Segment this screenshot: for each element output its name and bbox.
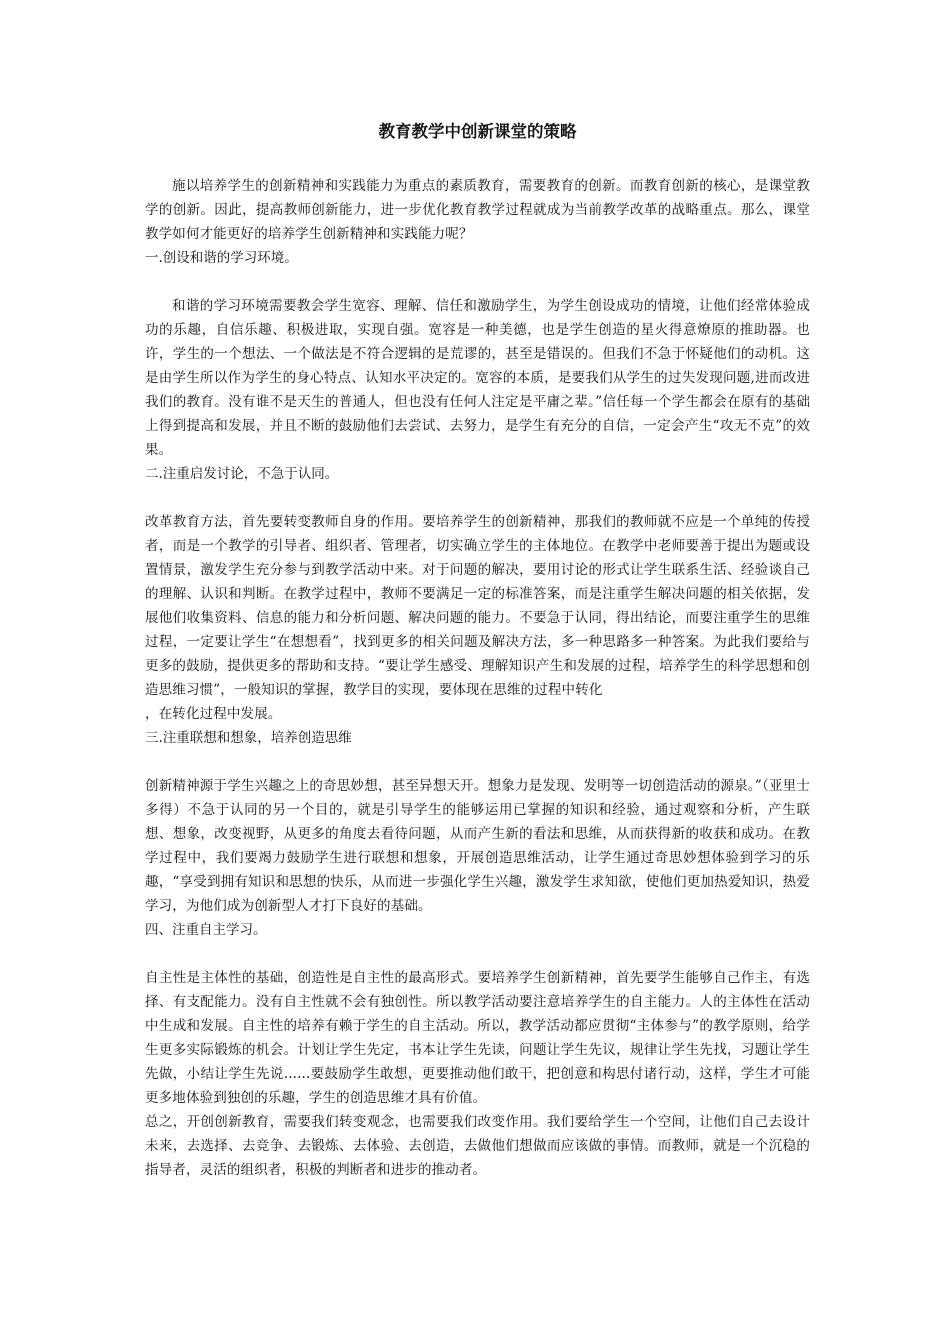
intro-paragraph: 施以培养学生的创新精神和实践能力为重点的素质教育，需要教育的创新。而教育创新的核心，是课堂教学的创新。因此，提高教师创新能力，进一步优化教育教学过程就成为当前教学改革的战略重点。那么，课堂教学如何才能更好的培养学生创新精神和实践能力呢？ [145, 178, 810, 242]
section-2-body-tail: ，在转化过程中发展。 [145, 706, 282, 722]
section-1-body: 和谐的学习环境需要教会学生宽容、理解、信任和激励学生，为学生创设成功的情境，让他们经常体验成功的乐趣，自信乐趣、积极进取，实现自强。宽容是一种美德，也是学生创造的星火得意燎原的推助器。也许，学生的一个想法、一个做法是不符合逻辑的是荒谬的，甚至是错误的。但我们不急于怀疑他们的动机。这是由学生所以作为学生的身心特点、认知水平决定的。宽容的本质，是要我们从学生的过失发现问题,进而改进我们的教育。没有谁不是天生的普通人，但也没有任何人注定是平庸之辈。”信任每一个学生都会在原有的基础上得到提高和发展，并且不断的鼓励他们去尝试、去努力，是学生有充分的自信，一定会产生“攻无不克”的效果。 [145, 298, 810, 458]
section-4-heading: 四、注重自主学习。 [145, 922, 267, 938]
spacer [145, 750, 810, 774]
document-title: 教育教学中创新课堂的策略 [378, 122, 577, 141]
section-2-heading: 二.注重启发讨论，不急于认同。 [145, 466, 339, 482]
section-4-body: 自主性是主体性的基础，创造性是自主性的最高形式。要培养学生创新精神，首先要学生能够自己作主，有选择、有支配能力。没有自主性就不会有独创性。所以教学活动要注意培养学生的自主能力。人的主体性在活动中生成和发展。自主性的培养有赖于学生的自主活动。所以，教学活动都应贯彻“主体参与”的教学原则，给学生更多实际锻炼的机会。计划让学生先定，书本让学生先读，问题让学生先议，规律让学生先找，习题让学生先做，小结让学生先说......要鼓励学生敢想，更要推动他们敢干，把创意和构思付诸行动，这样，学生才可能更多地体验到独创的乐趣，学生的创造思维才具有价值。 [145, 970, 810, 1106]
section-1-heading: 一.创设和谐的学习环境。 [145, 250, 298, 266]
conclusion-paragraph: 总之，开创创新教育，需要我们转变观念，也需要我们改变作用。我们要给学生一个空间，让他们自己去设计未来，去选择、去竞争、去锻炼、去体验、去创造，去做他们想做而应该做的事情。而教师，就是一个沉稳的指导者，灵活的组织者，积极的判断者和进步的推动者。 [145, 1114, 810, 1178]
section-2-body: 改革教育方法，首先要转变教师自身的作用。要培养学生的创新精神，那我们的教师就不应是一个单纯的传授者，而是一个教学的引导者、组织者、管理者，切实确立学生的主体地位。在教学中老师要善于提出为题或设置情景，激发学生充分参与到教学活动中来。对于问题的解决，要用讨论的形式让学生联系生活、经验谈自己的理解、认识和判断。在教学过程中，教师不要满足一定的标准答案，而是注重学生解决问题的相关依据，发展他们收集资料、信息的能力和分析问题、解决问题的能力。不要急于认同，得出结论，而要注重学生的思维过程，一定要让学生“在想想看”，找到更多的相关问题及解决方法，多一种思路多一种答案。为此我们要给与更多的鼓励，提供更多的帮助和支持。“要让学生感受、理解知识产生和发展的过程，培养学生的科学思想和创造思维习惯”，一般知识的掌握，教学目的实现，要体现在思维的过程中转化 [145, 514, 810, 698]
spacer [145, 486, 810, 510]
spacer [145, 942, 810, 966]
section-3-body: 创新精神源于学生兴趣之上的奇思妙想，甚至异想天开。想象力是发现、发明等一切创造活动的源泉。”（亚里士多得）不急于认同的另一个目的，就是引导学生的能够运用已掌握的知识和经验，通过观察和分析，产生联想、想象，改变视野，从更多的角度去看待问题，从而产生新的看法和思维，从而获得新的收获和成功。在教学过程中，我们要竭力鼓励学生进行联想和想象，开展创造思维活动，让学生通过奇思妙想体验到学习的乐趣，“享受到拥有知识和思想的快乐，从而进一步强化学生兴趣，激发学生求知欲，使他们更加热爱知识，热爱学习，为他们成为创新型人才打下良好的基础。 [145, 778, 810, 914]
document-page [145, 120, 810, 1182]
spacer [145, 270, 810, 294]
section-3-heading: 三.注重联想和想象，培养创造思维 [145, 730, 352, 746]
